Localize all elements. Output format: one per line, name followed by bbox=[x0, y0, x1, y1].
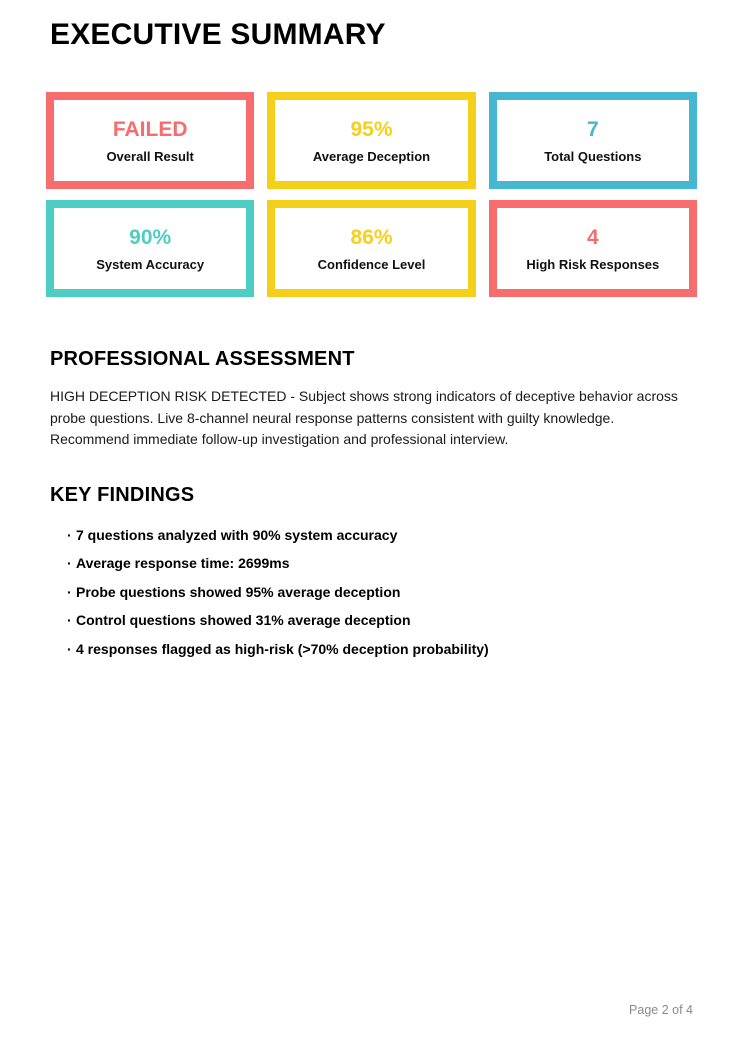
finding-text: Average response time: 2699ms bbox=[76, 555, 290, 571]
bullet-icon: · bbox=[67, 583, 72, 600]
page-title: EXECUTIVE SUMMARY bbox=[50, 18, 386, 51]
finding-item bbox=[67, 555, 693, 572]
finding-item bbox=[67, 584, 693, 601]
stat-value: FAILED bbox=[112, 117, 188, 141]
finding-text: Control questions showed 31% average deception bbox=[76, 612, 411, 628]
stat-label: Average Deception bbox=[312, 148, 431, 164]
bullet-icon: · bbox=[67, 526, 72, 543]
stat-label: System Accuracy bbox=[96, 256, 205, 272]
stat-card-overall-result bbox=[46, 92, 254, 189]
finding-item bbox=[67, 527, 693, 544]
key-findings-heading: KEY FINDINGS bbox=[50, 483, 195, 506]
professional-assessment-body: HIGH DECEPTION RISK DETECTED - Subject shows strong indicators of deceptive behavior across probe questions. Live 8-channel neural response patterns consistent with guilty knowledge. Recommend immediate follow-up investigation and professional interview. bbox=[50, 388, 678, 447]
stat-value: 86% bbox=[350, 225, 393, 249]
finding-text: 7 questions analyzed with 90% system accuracy bbox=[76, 526, 398, 543]
bullet-icon: · bbox=[67, 640, 72, 657]
finding-item bbox=[67, 612, 693, 629]
stat-card-average-deception bbox=[267, 92, 475, 189]
stat-label: Total Questions bbox=[544, 148, 642, 164]
stat-label: Overall Result bbox=[106, 148, 194, 164]
finding-item bbox=[67, 641, 693, 658]
finding-text: 4 responses flagged as high-risk (>70% deception probability) bbox=[76, 640, 489, 657]
professional-assessment-heading: PROFESSIONAL ASSESSMENT bbox=[50, 348, 355, 370]
stat-label: Confidence Level bbox=[317, 256, 426, 272]
finding-text: Probe questions showed 95% average deception bbox=[76, 583, 401, 600]
bullet-icon: · bbox=[67, 555, 72, 571]
stat-cards-grid bbox=[46, 92, 697, 297]
bullet-icon: · bbox=[67, 612, 72, 628]
stat-label: High Risk Responses bbox=[526, 256, 660, 272]
stat-card-confidence-level bbox=[267, 200, 475, 297]
page-number: Page 2 of 4 bbox=[629, 1003, 693, 1017]
stat-card-total-questions bbox=[489, 92, 697, 189]
stat-value: 7 bbox=[586, 117, 599, 141]
stat-card-system-accuracy bbox=[46, 200, 254, 297]
stat-value: 90% bbox=[129, 225, 172, 249]
stat-value: 95% bbox=[350, 117, 393, 141]
key-findings-list bbox=[50, 527, 693, 658]
stat-card-high-risk-responses bbox=[489, 200, 697, 297]
stat-value: 4 bbox=[586, 225, 599, 249]
